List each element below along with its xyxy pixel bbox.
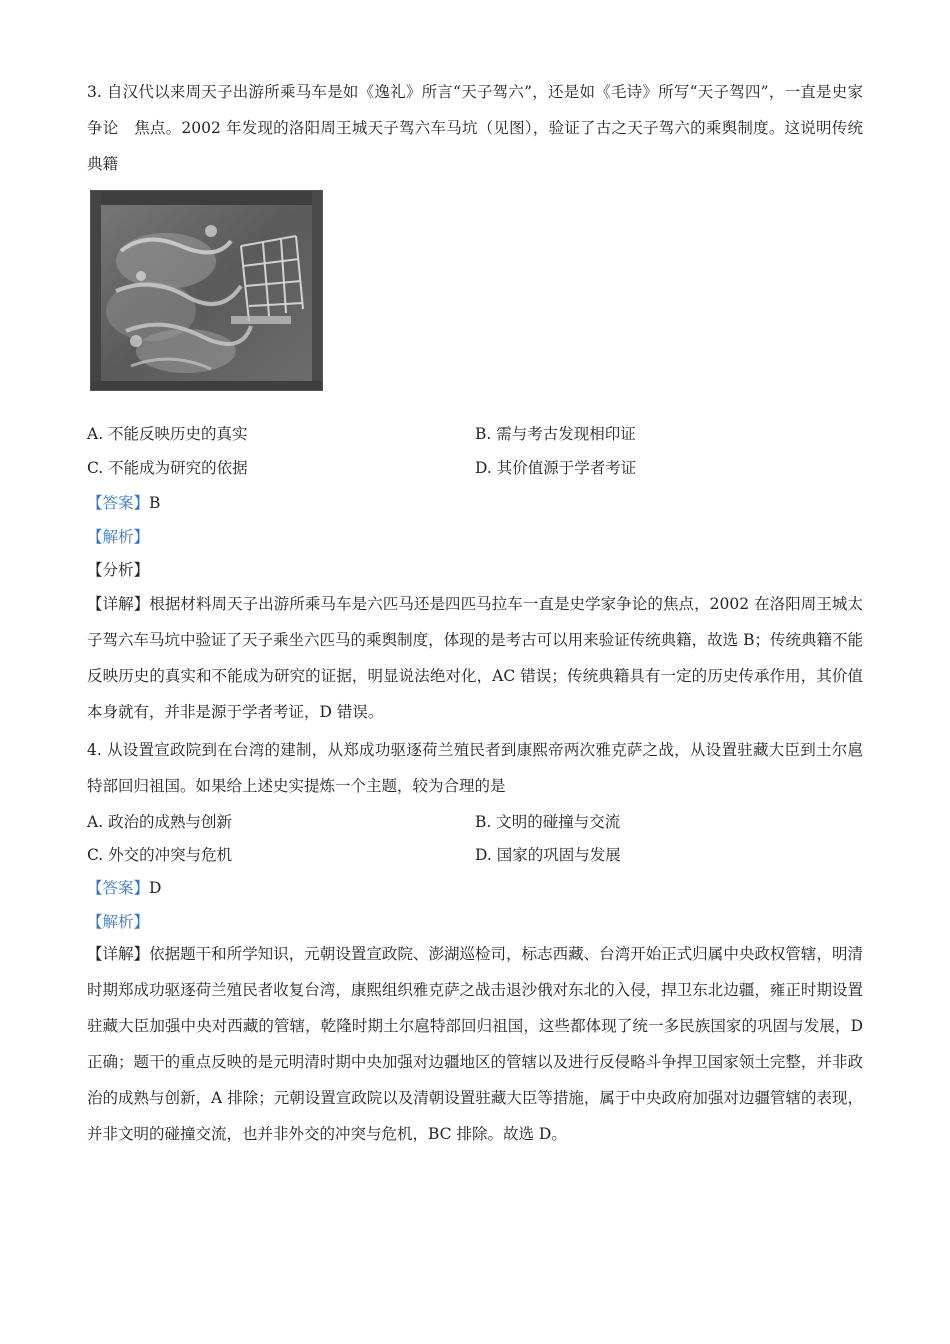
q3-fenxi-tag: 【分析】 — [87, 561, 150, 579]
q3-option-a[interactable]: A. 不能反映历史的真实 — [87, 425, 248, 443]
q4-detail-tag: 【详解】 — [87, 945, 150, 963]
chariot-pit-image — [91, 191, 322, 390]
q3-answer-line — [87, 491, 160, 521]
q3-stem-block — [87, 74, 863, 182]
q3-answer-tag: 【答案】 — [87, 494, 150, 512]
q4-option-c[interactable]: C. 外交的冲突与危机 — [87, 846, 233, 864]
q4-detail-text: 依据题干和所学知识，元朝设置宣政院、澎湖巡检司，标志西藏、台湾开始正式归属中央政权管辖，明清时期郑成功驱逐荷兰殖民者收复台湾，康熙组织雅克萨之战击退沙俄对东北的入侵，捍卫东北边疆，雍正时期设置驻藏大臣加强中央对西藏的管辖，乾隆时期土尔扈特部回归祖国，这些都体现了统一多民族国家的巩固与发展，D 正确；题干的重点反映的是元明清时期中央加强对边疆地区的管辖以及进行反侵略斗争捍卫国家领土完整，并非政治的成熟与创新，A 排除；元朝设置宣政院以及清朝设置驻藏大臣等措施，属于中央政府加强对边疆管辖的表现，并非文明的碰撞交流，也并非外交的冲突与危机，BC 排除。故选 D。 — [87, 945, 863, 1143]
q3-option-b[interactable]: B. 需与考古发现相印证 — [475, 425, 636, 443]
q4-option-d[interactable]: D. 国家的巩固与发展 — [475, 846, 621, 864]
q4-analysis-tag: 【解析】 — [87, 913, 150, 931]
q3-options-row-2 — [87, 456, 863, 486]
q3-detail-text: 根据材料周天子出游所乘马车是六匹马还是四匹马拉车一直是史学家争论的焦点，2002 在洛阳周王城太子驾六车马坑中验证了天子乘坐六匹马的乘舆制度，体现的是考古可以用来验证传统典籍，故选 B；传统典籍不能反映历史的真实和不能成为研究的证据，明显说法绝对化，AC 错误；传统典籍具有一定的历史传承作用，其价值本身就有，并非是源于学者考证，D 错误。 — [87, 595, 863, 721]
q3-detail-block — [87, 586, 863, 730]
q3-option-d[interactable]: D. 其价值源于学者考证 — [475, 459, 637, 477]
q4-option-a[interactable]: A. 政治的成熟与创新 — [87, 813, 233, 831]
q4-answer-tag: 【答案】 — [87, 879, 150, 897]
q3-stem: 3. 自汉代以来周天子出游所乘马车是如《逸礼》所言“天子驾六”，还是如《毛诗》所写“天子驾四”，一直是史家争论 焦点。2002 年发现的洛阳周王城天子驾六车马坑（见图），验证了古之天子驾六的乘舆制度。这说明传统典籍 — [87, 83, 863, 173]
q4-answer-line — [87, 876, 161, 906]
q4-detail-block — [87, 936, 863, 1152]
q4-answer: D — [149, 879, 162, 897]
q3-analysis-tag: 【解析】 — [87, 528, 150, 546]
q4-detail — [87, 936, 863, 1152]
q3-detail — [87, 586, 863, 730]
q4-option-b[interactable]: B. 文明的碰撞与交流 — [475, 813, 621, 831]
q3-option-c[interactable]: C. 不能成为研究的依据 — [87, 459, 248, 477]
q4-options-row-1 — [87, 810, 863, 840]
q4-stem-block — [87, 732, 863, 804]
q4-stem: 4. 从设置宣政院到在台湾的建制，从郑成功驱逐荷兰殖民者到康熙帝两次雅克萨之战，从设置驻藏大臣到土尔扈特部回归祖国。如果给上述史实提炼一个主题，较为合理的是 — [87, 741, 863, 795]
excavation-photo — [90, 190, 323, 391]
q3-detail-tag: 【详解】 — [87, 595, 150, 613]
q3-answer: B — [149, 494, 161, 512]
q3-options-row-1 — [87, 422, 863, 452]
q4-options-row-2 — [87, 843, 863, 873]
